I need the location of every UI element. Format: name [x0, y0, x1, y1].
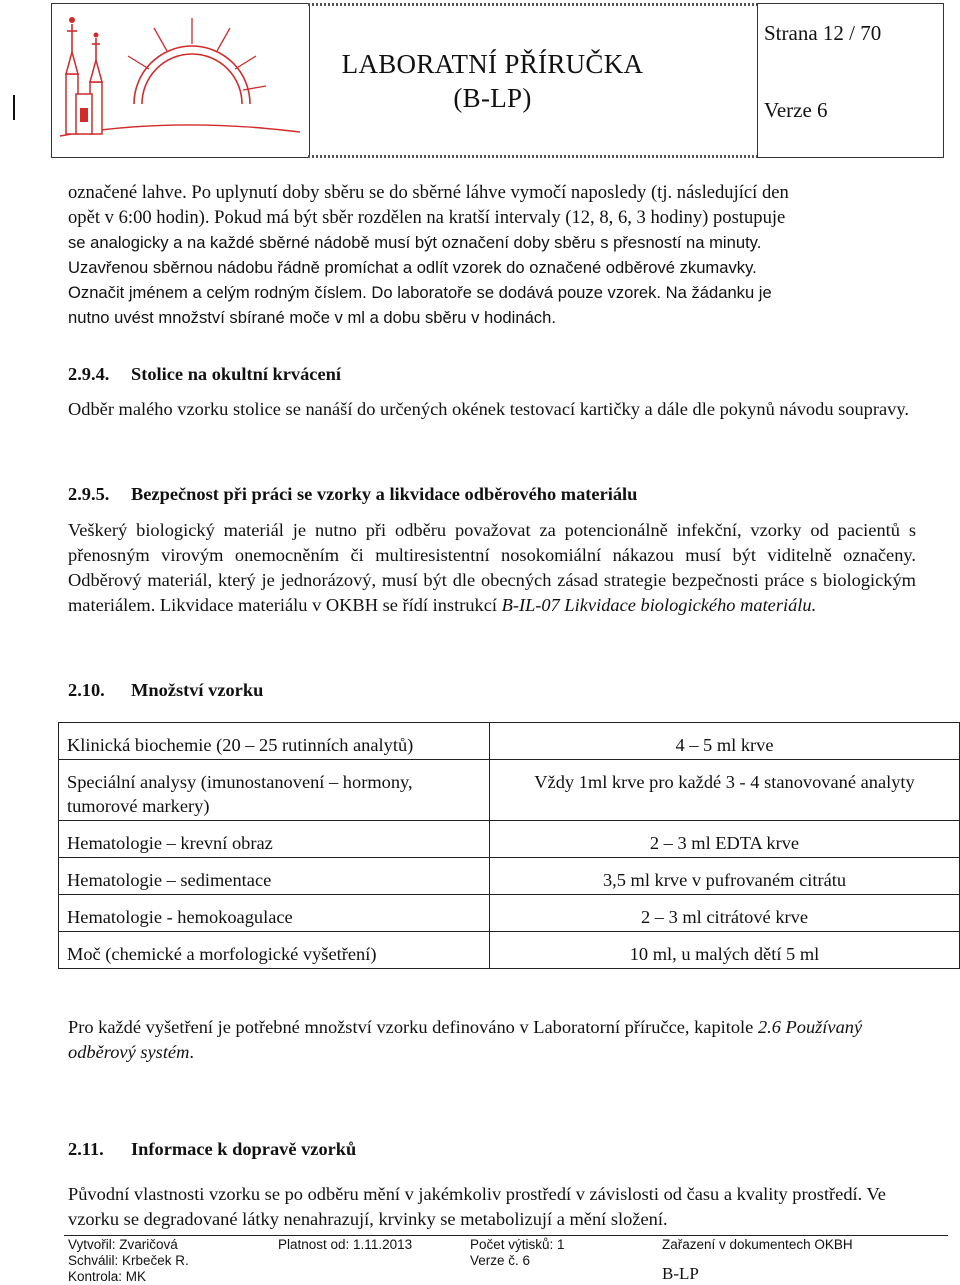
intro-line-6: nutno uvést množství sbírané moče v ml a dobu sběru v hodinách.: [68, 308, 556, 327]
exam-cell: Moč (chemické a morfologické vyšetření): [59, 932, 490, 969]
intro-line-3: se analogicky a na každé sběrné nádobě musí být označení doby sběru s přesností na minuty.: [68, 233, 762, 252]
table-row: [59, 858, 960, 895]
footer-placement: Zařazení v dokumentech OKBH: [662, 1237, 853, 1252]
footer-approved: Schválil: Krbeček R.: [68, 1253, 189, 1268]
section-2-11-heading: [68, 1137, 356, 1162]
footer-checked: Kontrola: MK: [68, 1269, 147, 1284]
footer-doc-code: B-LP: [662, 1264, 699, 1283]
intro-line-1: označené lahve. Po uplynutí doby sběru se do sběrné láhve vymočí naposledy (tj. následující den: [68, 182, 789, 203]
exam-cell: Hematologie – krevní obraz: [59, 821, 490, 858]
church-sun-logo-icon: [52, 4, 309, 157]
header-dotted-line-bottom: [308, 155, 757, 158]
exam-cell: Klinická biochemie (20 – 25 rutinních analytů): [59, 723, 490, 760]
section-2-9-4-text: Odběr malého vzorku stolice se nanáší do určených okének testovací kartičky a dále dle pokynů návodu soupravy.: [68, 399, 909, 419]
table-row: [59, 821, 960, 858]
section-2-10-note: [68, 1015, 916, 1065]
exam-cell: Speciální analysy (imunostanovení – hormony, tumorové markery): [59, 760, 490, 821]
title-line-2: (B-LP): [453, 83, 532, 113]
table-row: [59, 895, 960, 932]
amount-cell: 2 – 3 ml citrátové krve: [490, 895, 960, 932]
intro-paragraph: [68, 180, 928, 330]
note-end: .: [189, 1042, 194, 1062]
exam-cell: Hematologie – sedimentace: [59, 858, 490, 895]
amount-cell: Vždy 1ml krve pro každé 3 - 4 stanovované analyty: [490, 760, 960, 821]
section-2-9-4-heading: [68, 362, 341, 387]
footer-valid-from: Platnost od: 1.11.2013: [278, 1237, 413, 1252]
title-line-1: LABORATNÍ PŘÍRUČKA: [341, 49, 644, 79]
section-number: 2.11.: [68, 1139, 104, 1159]
table-row: [59, 760, 960, 821]
amount-cell: 3,5 ml krve v pufrovaném citrátu: [490, 858, 960, 895]
section-title: Množství vzorku: [131, 680, 264, 700]
footer-copies: Počet výtisků: 1: [470, 1237, 565, 1252]
header-info-box: [757, 3, 944, 158]
safety-text: Veškerý biologický materiál je nutno při odběru považovat za potencionálně infekční, vzorky od pacientů s přenosným virovým onemocněním či multiresistentní nosokomiální nákazou musí být viditelně označeny. Odběrový materiál, který je jednorázový, musí být dle obecných zásad strategie bezpečnosti práce s biologickým materiálem. Likvidace materiálu v OKBH se řídí instrukcí: [68, 520, 916, 615]
chapter-reference: 2.6 Používaný odběrový systém: [68, 1017, 863, 1062]
page-number: Strana 12 / 70: [764, 21, 882, 45]
section-2-9-5-heading: [68, 482, 637, 507]
section-2-11-text: Původní vlastnosti vzorku se po odběru mění v jakémkoliv prostředí v závislosti od času a kvality prostředí. Ve vzorku se degradované látky nenahrazují, krvinky se metabolizují a mění složení.: [68, 1184, 886, 1229]
footer-author: Vytvořil: Zvaričová: [68, 1237, 178, 1252]
footer-rule: [64, 1235, 948, 1236]
exam-cell: Hematologie - hemokoagulace: [59, 895, 490, 932]
table-row: [59, 932, 960, 969]
table-row: [59, 723, 960, 760]
amount-cell: 4 – 5 ml krve: [490, 723, 960, 760]
amount-cell: 2 – 3 ml EDTA krve: [490, 821, 960, 858]
section-number: 2.9.5.: [68, 484, 110, 504]
section-number: 2.10.: [68, 680, 105, 700]
section-title: Informace k dopravě vzorků: [131, 1139, 357, 1159]
section-title: Bezpečnost při práci se vzorky a likvidace odběrového materiálu: [131, 484, 638, 504]
sample-amount-table: [58, 722, 960, 969]
amount-cell: 10 ml, u malých dětí 5 ml: [490, 932, 960, 969]
header-dotted-line-left: [308, 3, 757, 6]
note-text: Pro každé vyšetření je potřebné množství vzorku definováno v Laboratorní příručce, kapitole: [68, 1017, 758, 1037]
intro-line-4: Uzavřenou sběrnou nádobu řádně promíchat a odlít vzorek do označené odběrové zkumavky.: [68, 258, 757, 277]
section-number: 2.9.4.: [68, 364, 110, 384]
instruction-reference: B-IL-07 Likvidace biologického materiálu.: [501, 595, 817, 615]
version-label: Verze 6: [764, 98, 828, 122]
section-2-10-heading: [68, 678, 263, 703]
footer-version: Verze č. 6: [470, 1253, 531, 1268]
section-title: Stolice na okultní krvácení: [131, 364, 341, 384]
document-title: [310, 47, 675, 115]
header-logo-box: [51, 3, 310, 158]
intro-line-5: Označit jménem a celým rodným číslem. Do laboratoře se dodává pouze vzorek. Na žádanku je: [68, 283, 772, 302]
text-cursor: [13, 95, 15, 120]
section-2-9-5-text: [68, 518, 916, 618]
intro-line-2: opět v 6:00 hodin). Pokud má být sběr rozdělen na kratší intervaly (12, 8, 6, 3 hodiny) postupuje: [68, 207, 786, 228]
